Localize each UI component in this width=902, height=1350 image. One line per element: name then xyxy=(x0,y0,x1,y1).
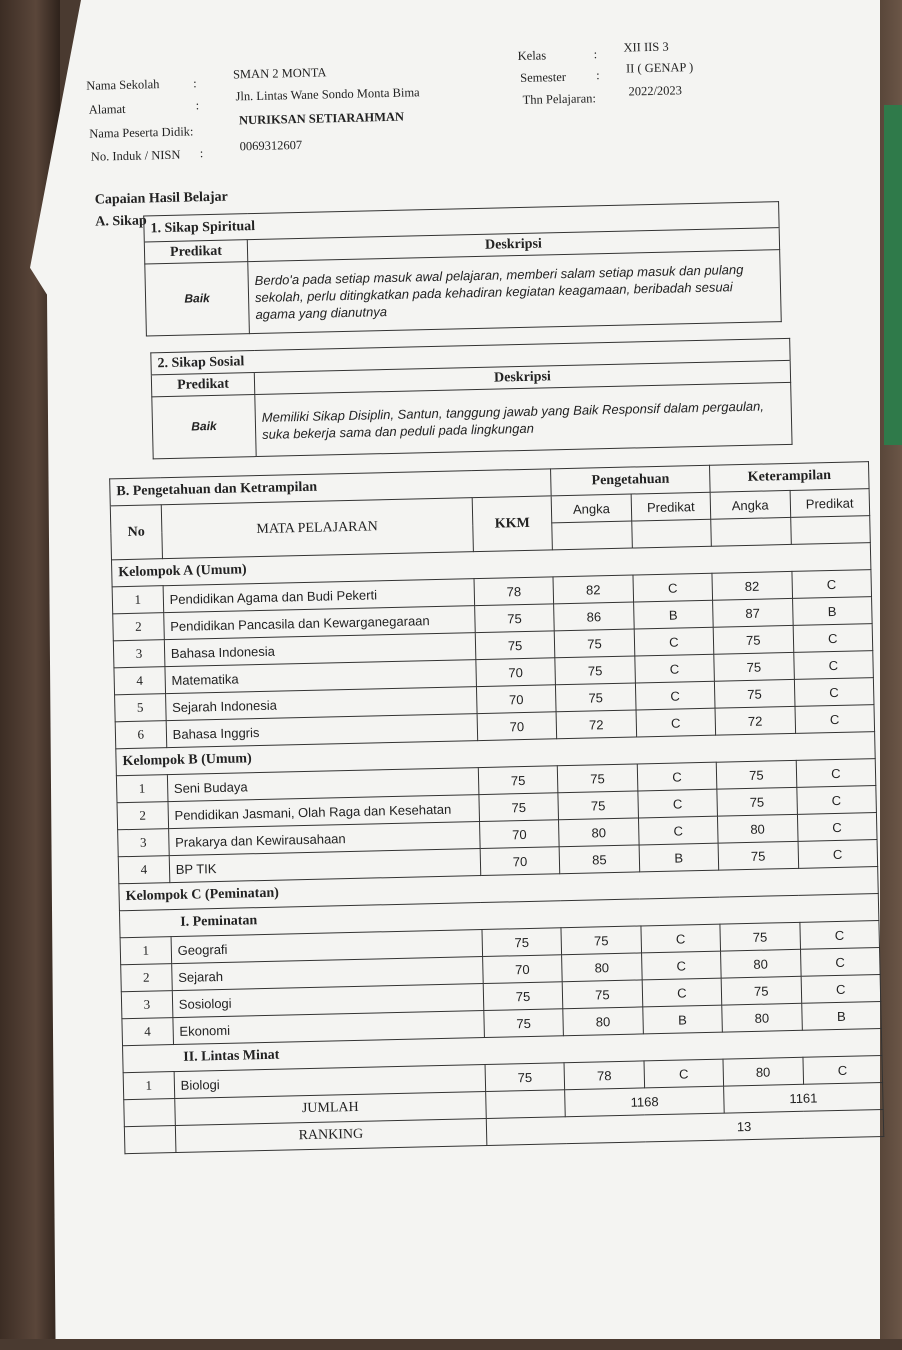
row-keterampilan-angka: 75 xyxy=(716,760,796,789)
label-nama-peserta: Nama Peserta Didik: xyxy=(89,124,194,141)
row-keterampilan-angka: 75 xyxy=(713,625,793,654)
row-mapel: Pendidikan Jasmani, Olah Raga dan Kesehatan xyxy=(168,795,480,829)
row-no: 4 xyxy=(122,1018,173,1046)
kelompok-a-title: Kelompok A (Umum) xyxy=(111,543,870,587)
row-keterampilan-predikat: C xyxy=(793,651,873,680)
sikap-spiritual-table xyxy=(143,201,782,336)
row-no: 1 xyxy=(116,775,167,803)
sosial-col-predikat: Predikat xyxy=(151,373,254,397)
row-pengetahuan-angka: 82 xyxy=(553,575,633,604)
row-pengetahuan-predikat: C xyxy=(634,627,714,656)
row-kkm: 70 xyxy=(479,820,559,849)
row-no: 2 xyxy=(117,802,168,830)
sosial-col-deskripsi: Deskripsi xyxy=(254,360,790,394)
row-no: 1 xyxy=(120,937,171,965)
row-no: 1 xyxy=(123,1072,174,1100)
row-kkm: 75 xyxy=(474,604,554,633)
row-keterampilan-angka: 72 xyxy=(715,706,795,735)
row-keterampilan-angka: 80 xyxy=(722,1003,802,1032)
sep-nama-sekolah: : xyxy=(193,76,197,91)
row-pengetahuan-predikat: C xyxy=(641,951,721,980)
row-pengetahuan-angka: 80 xyxy=(559,818,639,847)
row-keterampilan-angka: 82 xyxy=(712,571,792,600)
row-pengetahuan-predikat: C xyxy=(635,681,715,710)
row-pengetahuan-angka: 75 xyxy=(558,764,638,793)
kelompok-b-title: Kelompok B (Umum) xyxy=(116,732,875,776)
row-mapel: BP TIK xyxy=(169,849,481,883)
row-keterampilan-angka: 80 xyxy=(723,1057,803,1086)
col-keterampilan: Keterampilan xyxy=(710,462,869,493)
row-pengetahuan-angka: 86 xyxy=(554,602,634,631)
sosial-title: 2. Sikap Sosial xyxy=(151,338,790,374)
col-p-predikat: Predikat xyxy=(631,492,711,521)
spiritual-col-deskripsi: Deskripsi xyxy=(247,228,779,262)
sep-nisn: : xyxy=(199,146,204,161)
row-keterampilan-angka: 75 xyxy=(714,679,794,708)
jumlah-kkm-cell xyxy=(485,1090,565,1119)
row-keterampilan-predikat: C xyxy=(795,705,875,734)
row-mapel: Pendidikan Agama dan Budi Pekerti xyxy=(163,579,475,613)
row-mapel: Bahasa Inggris xyxy=(166,714,478,748)
row-keterampilan-angka: 87 xyxy=(713,598,793,627)
col-mapel: MATA PELAJARAN xyxy=(161,498,473,559)
row-pengetahuan-angka: 72 xyxy=(556,710,636,739)
value-nama-peserta: NURIKSAN SETIARAHMAN xyxy=(238,109,405,128)
row-kkm: 75 xyxy=(483,982,563,1011)
row-kkm: 75 xyxy=(478,766,558,795)
label-nama-sekolah: Nama Sekolah xyxy=(86,77,160,93)
row-kkm: 75 xyxy=(475,631,555,660)
row-kkm: 75 xyxy=(485,1063,565,1092)
row-keterampilan-predikat: C xyxy=(796,786,876,815)
row-no: 2 xyxy=(121,964,172,992)
row-kkm: 75 xyxy=(482,928,562,957)
row-mapel: Ekonomi xyxy=(173,1011,485,1045)
row-keterampilan-predikat: C xyxy=(798,840,878,869)
row-no: 5 xyxy=(115,694,166,722)
row-pengetahuan-angka: 75 xyxy=(562,980,642,1009)
row-mapel: Prakarya dan Kewirausahaan xyxy=(168,822,480,856)
row-keterampilan-angka: 75 xyxy=(717,787,797,816)
row-kkm: 70 xyxy=(477,712,557,741)
row-keterampilan-predikat: C xyxy=(796,759,876,788)
row-pengetahuan-predikat: C xyxy=(638,789,718,818)
row-pengetahuan-predikat: C xyxy=(634,654,714,683)
row-pengetahuan-angka: 75 xyxy=(555,656,635,685)
row-kkm: 70 xyxy=(476,685,556,714)
row-pengetahuan-angka: 75 xyxy=(558,791,638,820)
row-keterampilan-predikat: C xyxy=(800,948,880,977)
row-kkm: 70 xyxy=(482,955,562,984)
section-title: Capaian Hasil Belajar xyxy=(94,189,228,208)
value-kelas: XII IIS 3 xyxy=(623,39,669,55)
row-pengetahuan-predikat: C xyxy=(636,708,716,737)
sikap-title: A. Sikap xyxy=(95,213,147,230)
row-keterampilan-predikat: C xyxy=(797,813,877,842)
row-keterampilan-predikat: B xyxy=(792,597,872,626)
row-keterampilan-angka: 75 xyxy=(718,841,798,870)
sep-semester: : xyxy=(595,68,600,83)
row-mapel: Bahasa Indonesia xyxy=(164,633,476,667)
row-pengetahuan-angka: 75 xyxy=(556,683,636,712)
row-keterampilan-predikat: C xyxy=(791,570,871,599)
row-pengetahuan-angka: 85 xyxy=(559,845,639,874)
row-no: 2 xyxy=(113,613,164,641)
jumlah-no-cell xyxy=(124,1099,175,1127)
jumlah-label: JUMLAH xyxy=(174,1092,486,1126)
row-kkm: 70 xyxy=(480,847,560,876)
row-mapel: Sosiologi xyxy=(172,984,484,1018)
sep-kelas: : xyxy=(593,47,598,62)
row-pengetahuan-predikat: B xyxy=(642,1005,722,1034)
row-pengetahuan-predikat: C xyxy=(638,816,718,845)
row-no: 3 xyxy=(113,640,164,668)
sosial-predikat: Baik xyxy=(152,395,256,459)
value-alamat: Jln. Lintas Wane Sondo Monta Bima xyxy=(235,85,420,104)
lintas-minat-title: II. Lintas Minat xyxy=(123,1029,882,1073)
row-kkm: 75 xyxy=(479,793,559,822)
row-keterampilan-angka: 75 xyxy=(714,652,794,681)
row-no: 3 xyxy=(118,829,169,857)
label-kelas: Kelas xyxy=(517,48,547,64)
row-keterampilan-predikat: C xyxy=(802,1055,882,1084)
label-alamat: Alamat xyxy=(88,101,126,117)
peminatan-title: I. Peminatan xyxy=(119,894,878,938)
row-keterampilan-predikat: C xyxy=(794,678,874,707)
row-no: 4 xyxy=(114,667,165,695)
row-pengetahuan-angka: 75 xyxy=(561,926,641,955)
row-pengetahuan-angka: 80 xyxy=(563,1007,643,1036)
row-keterampilan-predikat: C xyxy=(799,921,879,950)
row-pengetahuan-predikat: C xyxy=(644,1059,724,1088)
label-thn-pelajaran: Thn Pelajaran: xyxy=(522,91,597,107)
row-mapel: Pendidikan Pancasila dan Kewarganegaraan xyxy=(163,606,475,640)
row-keterampilan-predikat: B xyxy=(801,1002,881,1031)
sosial-deskripsi: Memiliki Sikap Disiplin, Santun, tanggung jawab yang Baik Responsif dalam pergaulan, suka bekerja sama dan peduli pada lingkungan xyxy=(255,382,792,456)
spiritual-title: 1. Sikap Spiritual xyxy=(144,202,779,242)
row-kkm: 70 xyxy=(476,658,556,687)
row-mapel: Sejarah xyxy=(171,957,483,991)
row-mapel: Geografi xyxy=(171,930,483,964)
row-no: 4 xyxy=(118,856,169,884)
sep-alamat: : xyxy=(195,98,200,113)
value-nama-sekolah: SMAN 2 MONTA xyxy=(232,65,327,82)
col-k-angka: Angka xyxy=(710,490,790,519)
col-kkm: KKM xyxy=(472,496,553,552)
value-thn-pelajaran: 2022/2023 xyxy=(628,83,683,99)
jumlah-pengetahuan: 1168 xyxy=(565,1086,724,1117)
row-mapel: Seni Budaya xyxy=(167,768,479,802)
ranking-value: 13 xyxy=(486,1109,884,1145)
value-semester: II ( GENAP ) xyxy=(625,60,694,76)
row-mapel: Sejarah Indonesia xyxy=(165,687,477,721)
col-p-angka: Angka xyxy=(551,494,631,523)
row-pengetahuan-predikat: C xyxy=(642,978,722,1007)
col-pengetahuan: Pengetahuan xyxy=(551,465,710,496)
row-pengetahuan-predikat: B xyxy=(633,600,713,629)
nilai-table xyxy=(109,461,884,1154)
row-pengetahuan-predikat: B xyxy=(639,843,719,872)
row-pengetahuan-angka: 78 xyxy=(564,1061,644,1090)
col-no: No xyxy=(110,505,162,560)
row-keterampilan-angka: 80 xyxy=(718,814,798,843)
nilai-title: B. Pengetahuan dan Ketrampilan xyxy=(110,469,552,506)
value-nisn: 0069312607 xyxy=(239,137,303,154)
row-keterampilan-angka: 75 xyxy=(720,922,800,951)
spiritual-predikat: Baik xyxy=(145,262,250,336)
kelompok-c-title: Kelompok C (Peminatan) xyxy=(119,867,878,911)
row-keterampilan-angka: 75 xyxy=(721,976,801,1005)
row-mapel: Biologi xyxy=(174,1065,486,1099)
col-k-predikat: Predikat xyxy=(790,489,870,518)
row-keterampilan-predikat: C xyxy=(793,624,873,653)
row-keterampilan-predikat: C xyxy=(801,975,881,1004)
row-no: 6 xyxy=(115,721,166,749)
row-no: 3 xyxy=(121,991,172,1019)
spiritual-deskripsi: Berdo'a pada setiap masuk awal pelajaran, memberi salam setiap masuk dan pulang sekolah, perlu ditingkatkan pada kehadiran kegiatan keagamaan, beribadah sesuai agama yang dianutnya xyxy=(248,250,781,334)
label-semester: Semester xyxy=(520,69,567,85)
sikap-sosial-table xyxy=(150,338,792,459)
row-pengetahuan-angka: 75 xyxy=(554,629,634,658)
label-nisn: No. Induk / NISN xyxy=(90,147,181,164)
row-kkm: 78 xyxy=(474,577,554,606)
jumlah-keterampilan: 1161 xyxy=(724,1082,883,1113)
row-pengetahuan-predikat: C xyxy=(633,573,713,602)
ranking-label: RANKING xyxy=(175,1118,487,1152)
row-pengetahuan-predikat: C xyxy=(637,762,717,791)
row-pengetahuan-predikat: C xyxy=(641,924,721,953)
row-kkm: 75 xyxy=(484,1009,564,1038)
row-pengetahuan-angka: 80 xyxy=(562,953,642,982)
row-no: 1 xyxy=(112,586,163,614)
ranking-no-cell xyxy=(124,1126,175,1154)
spiritual-col-predikat: Predikat xyxy=(144,240,247,264)
row-keterampilan-angka: 80 xyxy=(721,949,801,978)
row-mapel: Matematika xyxy=(165,660,477,694)
